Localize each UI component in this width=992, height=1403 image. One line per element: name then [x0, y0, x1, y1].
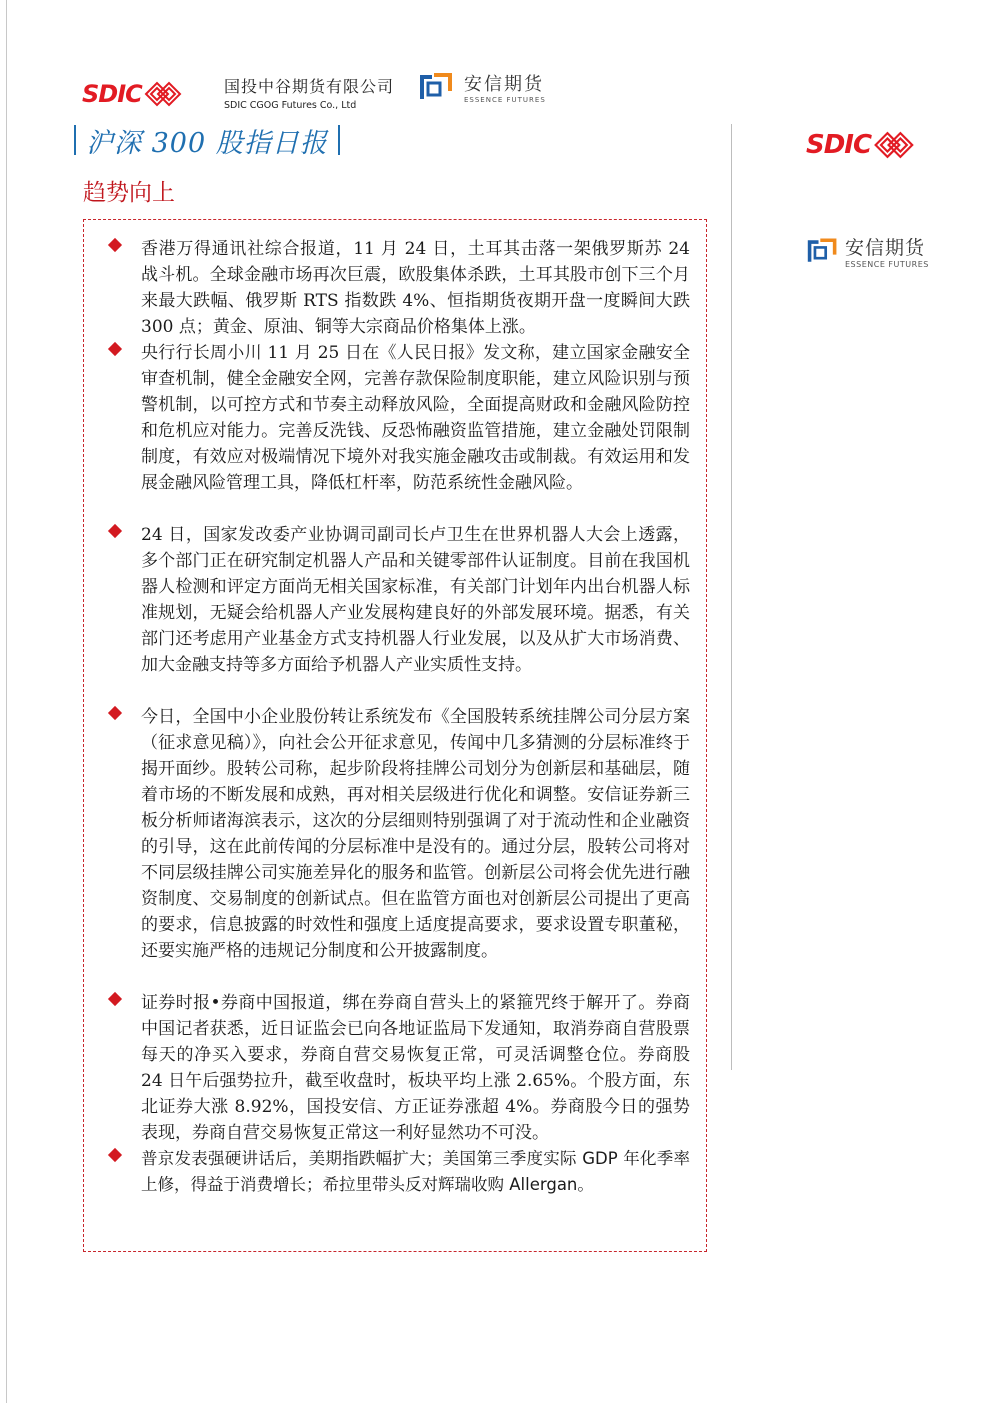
sidebar-essence-cn: 安信期货 [845, 237, 926, 259]
report-title [74, 122, 340, 158]
essence-logo-text [464, 70, 546, 104]
company-name-en: SDIC CGOG Futures Co., Ltd [224, 100, 357, 111]
page-edge-line [6, 0, 7, 1403]
news-item-text: 央行行长周小川 11 月 25 日在《人民日报》发文称，建立国家金融安全审查机制，健全金融安全网，完善存款保险制度职能，建立风险识别与预警机制，以可控方式和节奏主动释放风险，全面提高财政和金融风险防控和危机应对能力。完善反洗钱、反恐怖融资监管措施，建立金融处罚限制制度，有效应对极端情况下境外对我实施金融攻击或制裁。有效运用和发展金融风险管理工具，降低杠杆率，防范系统性金融风险。 [141, 343, 690, 493]
diamond-bullet-icon [108, 524, 122, 538]
sidebar-sdic-diamond-icon [873, 131, 917, 159]
sdic-diamond-icon [144, 81, 184, 107]
diamond-bullet-icon [108, 342, 122, 356]
news-item-text: 证券时报•券商中国报道，绑在券商自营头上的紧箍咒终于解开了。券商中国记者获悉，近日证监会已向各地证监局下发通知，取消券商自营股票每天的净买入要求，券商自营交易恢复正常，可灵活调整仓位。券商股 24 日午后强势拉升，截至收盘时，板块平均上涨 2.65%。个股方面，东北证券大涨 8.92%，国投安信、方正证券涨超 4%。券商股今日的强势表现，券商自营交易恢复正常这一利好显然功不可没。 [141, 993, 690, 1143]
essence-logo-icon [418, 71, 456, 103]
sdic-logo [82, 80, 184, 108]
diamond-bullet-icon [108, 706, 122, 720]
diamond-bullet-icon [108, 238, 122, 252]
sidebar-sdic-logo [806, 130, 917, 160]
news-content-box [83, 219, 707, 1252]
news-item-4 [110, 704, 690, 964]
cgog-company-name [224, 74, 394, 111]
news-item-text: 香港万得通讯社综合报道，11 月 24 日，土耳其击落一架俄罗斯苏 24 战斗机。全球金融市场再次巨震，欧股集体杀跌，土耳其股市创下三个月来最大跌幅、俄罗斯 RTS 指数跌 4%、恒指期货夜期开盘一度瞬间大跌 300 点；黄金、原油、铜等大宗商品价格集体上涨。 [141, 239, 690, 337]
news-item-text: 普京发表强硬讲话后，美期指跌幅扩大；美国第三季度实际 GDP 年化季率上修，得益于消费增长；希拉里带头反对辉瑞收购 Allergan。 [141, 1149, 690, 1194]
diamond-bullet-icon [108, 992, 122, 1006]
news-item-text: 24 日，国家发改委产业协调司副司长卢卫生在世界机器人大会上透露，多个部门正在研究制定机器人产品和关键零部件认证制度。目前在我国机器人检测和评定方面尚无相关国家标准，有关部门计划年内出台机器人标准规划，无疑会给机器人产业发展构建良好的外部发展环境。据悉，有关部门还考虑用产业基金方式支持机器人行业发展，以及从扩大市场消费、加大金融支持等多方面给予机器人产业实质性支持。 [141, 525, 690, 675]
essence-name-en: ESSENCE FUTURES [464, 96, 546, 104]
sidebar-essence-en: ESSENCE FUTURES [845, 260, 929, 269]
report-title-text: 沪深 300 股指日报 [86, 127, 328, 159]
diamond-bullet-icon [108, 1148, 122, 1162]
sidebar-essence-logo [806, 233, 929, 269]
news-item-2 [110, 340, 690, 496]
news-item-1 [110, 236, 690, 340]
news-item-3 [110, 522, 690, 678]
title-bar-right [338, 125, 340, 155]
company-name-cn: 国投中谷期货有限公司 [224, 77, 395, 96]
news-item-6 [110, 1146, 690, 1198]
sidebar-divider [731, 124, 732, 1070]
sidebar-essence-text [845, 233, 929, 269]
essence-name-cn: 安信期货 [464, 74, 544, 95]
news-item-5 [110, 990, 690, 1146]
report-subtitle: 趋势向上 [83, 180, 175, 206]
sidebar-essence-icon [806, 235, 840, 267]
sidebar-sdic-text: SDIC [806, 130, 872, 160]
sdic-logo-text: SDIC [82, 80, 142, 108]
news-item-text: 今日，全国中小企业股份转让系统发布《全国股转系统挂牌公司分层方案（征求意见稿）》，向社会公开征求意见，传闻中几多猜测的分层标准终于揭开面纱。股转公司称，起步阶段将挂牌公司划分为创新层和基础层，随着市场的不断发展和成熟，再对相关层级进行优化和调整。安信证券新三板分析师诸海滨表示，这次的分层细则特别强调了对于流动性和企业融资的引导，这在此前传闻的分层标准中是没有的。通过分层，股转公司将对不同层级挂牌公司实施差异化的服务和监管。创新层公司将会优先进行融资制度、交易制度的创新试点。但在监管方面也对创新层公司提出了更高的要求，信息披露的时效性和强度上适度提高要求，要求设置专职董秘，还要实施严格的违规记分制度和公开披露制度。 [141, 707, 690, 961]
essence-logo [418, 70, 546, 104]
